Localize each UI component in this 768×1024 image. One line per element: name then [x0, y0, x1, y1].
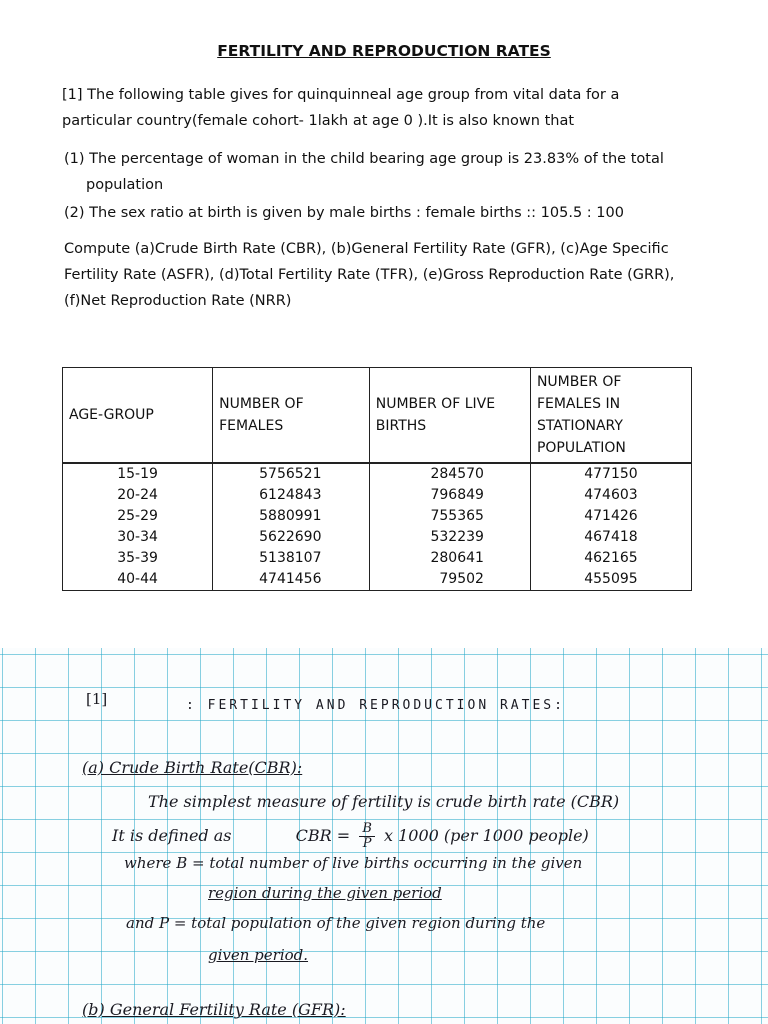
- cbr-fraction: [359, 822, 375, 851]
- fraction-numerator: B: [359, 822, 375, 837]
- cbr-heading: (a) Crude Birth Rate(CBR):: [82, 758, 303, 777]
- table-row: [63, 463, 692, 485]
- intro-line: particular country(female cohort- 1lakh at age 0 ).It is also known that: [62, 113, 575, 129]
- given-line: (2) The sex ratio at birth is given by male births : female births :: 105.5 : 100: [64, 205, 624, 221]
- cell-females: 5138107: [213, 548, 370, 569]
- table-row: [63, 485, 692, 506]
- table-header-row: [63, 368, 692, 464]
- cbr-line: where B = total number of live births occurring in the given: [124, 854, 583, 872]
- cell-females: 5622690: [213, 527, 370, 548]
- cbr-line: given period.: [208, 946, 309, 964]
- cbr-line: and P = total population of the given region during the: [126, 914, 546, 932]
- cell-age-group: 25-29: [63, 506, 213, 527]
- table-row: [63, 506, 692, 527]
- cell-age-group: 30-34: [63, 527, 213, 548]
- cell-stationary: 474603: [530, 485, 691, 506]
- cbr-line: region during the given period: [208, 884, 442, 902]
- cbr-defined-as: It is defined as: [112, 826, 232, 845]
- cell-live-births: 755365: [369, 506, 530, 527]
- vital-data-table: [62, 367, 692, 591]
- cell-live-births: 532239: [369, 527, 530, 548]
- cell-females: 5756521: [213, 463, 370, 485]
- cell-age-group: 15-19: [63, 463, 213, 485]
- table-row: [63, 569, 692, 591]
- cbr-line: The simplest measure of fertility is crude birth rate (CBR): [148, 792, 620, 811]
- cell-stationary: 467418: [530, 527, 691, 548]
- given-line: (1) The percentage of woman in the child bearing age group is 23.83% of the total: [64, 151, 664, 167]
- header-live-births: NUMBER OF LIVE BIRTHS: [369, 368, 530, 464]
- handwritten-heading: : FERTILITY AND REPRODUCTION RATES:: [186, 698, 565, 713]
- cell-age-group: 20-24: [63, 485, 213, 506]
- cell-stationary: 477150: [530, 463, 691, 485]
- compute-line: Fertility Rate (ASFR), (d)Total Fertility Rate (TFR), (e)Gross Reproduction Rate (GRR),: [64, 267, 675, 283]
- cell-live-births: 796849: [369, 485, 530, 506]
- cell-stationary: 471426: [530, 506, 691, 527]
- cell-females: 5880991: [213, 506, 370, 527]
- question-number: [1]: [86, 690, 108, 708]
- table-row: [63, 527, 692, 548]
- table-row: [63, 548, 692, 569]
- given-item-1: [64, 146, 724, 198]
- given-item-2: [64, 200, 724, 226]
- cbr-formula-rhs: x 1000 (per 1000 people): [383, 826, 589, 845]
- cell-age-group: 35-39: [63, 548, 213, 569]
- header-age-group: AGE-GROUP: [63, 368, 213, 464]
- compute-line: Compute (a)Crude Birth Rate (CBR), (b)General Fertility Rate (GFR), (c)Age Specific: [64, 241, 669, 257]
- cbr-formula-line: [112, 822, 589, 851]
- handwritten-notes: [0, 648, 768, 1024]
- gfr-heading: (b) General Fertility Rate (GFR):: [82, 1000, 346, 1019]
- given-line: population: [86, 177, 164, 193]
- cell-live-births: 280641: [369, 548, 530, 569]
- cell-age-group: 40-44: [63, 569, 213, 591]
- fraction-denominator: P: [362, 836, 372, 851]
- page-title: FERTILITY AND REPRODUCTION RATES: [217, 42, 551, 60]
- cell-females: 4741456: [213, 569, 370, 591]
- cell-stationary: 455095: [530, 569, 691, 591]
- cell-live-births: 284570: [369, 463, 530, 485]
- cell-stationary: 462165: [530, 548, 691, 569]
- cell-females: 6124843: [213, 485, 370, 506]
- header-females: NUMBER OF FEMALES: [213, 368, 370, 464]
- cell-live-births: 79502: [369, 569, 530, 591]
- intro-line: [1] The following table gives for quinquinneal age group from vital data for a: [62, 87, 620, 103]
- cbr-formula-lhs: CBR =: [295, 826, 351, 845]
- compute-line: (f)Net Reproduction Rate (NRR): [64, 293, 292, 309]
- intro-paragraph: [62, 82, 722, 134]
- compute-paragraph: [64, 236, 724, 314]
- header-stationary-population: NUMBER OF FEMALES IN STATIONARY POPULATION: [530, 368, 691, 464]
